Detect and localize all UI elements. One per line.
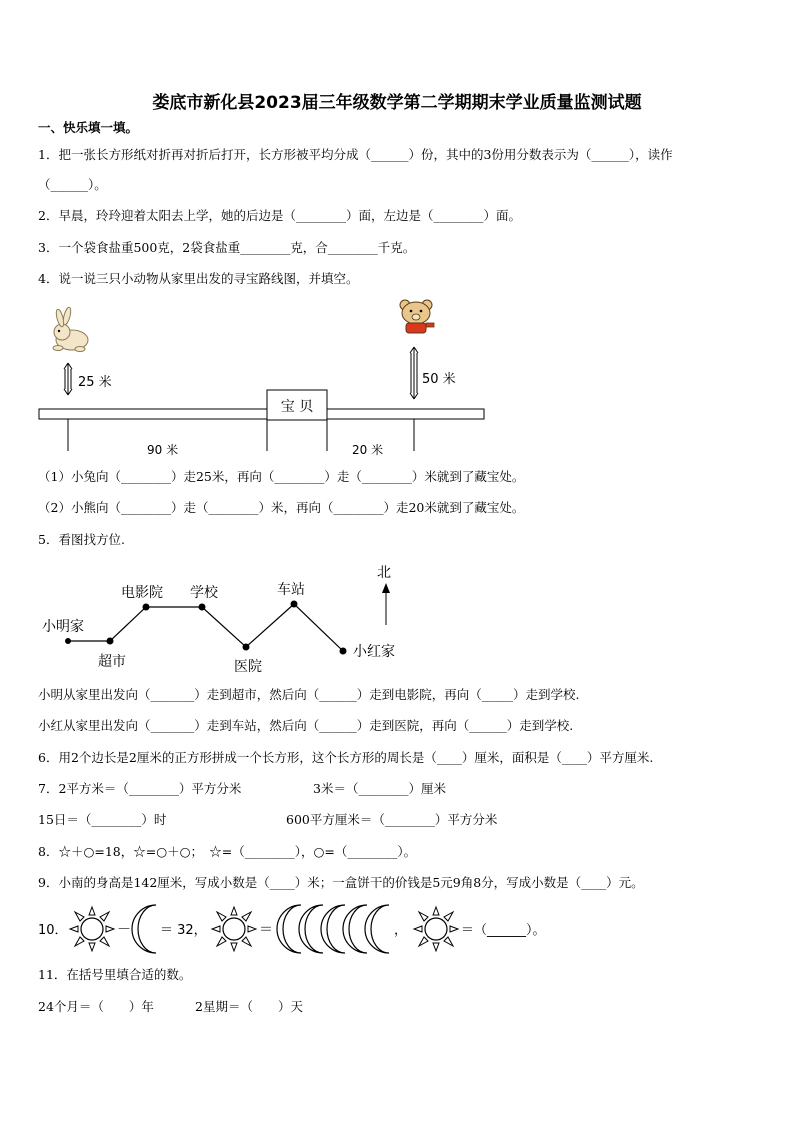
question-2: 2．早晨，玲玲迎着太阳去上学，她的后边是（________）面，左边是（________）面。 bbox=[38, 208, 521, 223]
moon-icon bbox=[299, 905, 323, 953]
equals-sign: ＝ bbox=[259, 922, 273, 938]
sun-icon bbox=[70, 907, 114, 951]
question-4-part-2: （2）小熊向（________）走（________）米，再向（________）走20米就到了藏宝处。 bbox=[38, 500, 525, 515]
label-supermarket: 超市 bbox=[98, 654, 126, 670]
page-title: 娄底市新化县2023届三年级数学第二学期期末学业质量监测试题 bbox=[152, 93, 642, 113]
question-5-line-1: 小明从家里出发向（_______）走到超市，然后向（______）走到电影院，再向（_____）走到学校. bbox=[38, 687, 580, 702]
distance-25m-label: 25 米 bbox=[78, 375, 112, 390]
moon-icon bbox=[132, 905, 156, 953]
equals-32: ＝ 32， bbox=[160, 923, 207, 938]
treasure-label: 宝 贝 bbox=[280, 399, 314, 415]
question-8: 8．☆＋○=18，☆=○＋○； ☆=（________），○=（________）。 bbox=[38, 844, 417, 859]
route-points bbox=[65, 601, 347, 655]
label-xiaoming-home: 小明家 bbox=[42, 619, 84, 635]
question-7-part-b: 3米＝（________）厘米 bbox=[313, 781, 446, 796]
question-10-equation bbox=[0, 900, 794, 960]
label-cinema: 电影院 bbox=[121, 585, 163, 601]
arrow-50m-icon bbox=[410, 347, 418, 399]
label-school: 学校 bbox=[190, 585, 218, 601]
road bbox=[39, 409, 484, 419]
label-hospital: 医院 bbox=[234, 659, 262, 675]
direction-map bbox=[0, 555, 794, 680]
distance-50m-label: 50 米 bbox=[422, 372, 456, 387]
section-heading: 一、快乐填一填。 bbox=[38, 120, 139, 135]
question-11-part-b: 2星期＝（ ）天 bbox=[195, 999, 303, 1014]
question-11: 11．在括号里填合适的数。 bbox=[38, 967, 192, 982]
sun-icon bbox=[414, 907, 458, 951]
minus-sign: － bbox=[117, 922, 131, 938]
question-11-part-a: 24个月＝（ ）年 bbox=[38, 999, 154, 1014]
treasure-route-map bbox=[0, 295, 794, 465]
moon-icon bbox=[365, 905, 389, 953]
moon-icon bbox=[321, 905, 345, 953]
question-5-line-2: 小红从家里出发向（_______）走到车站，然后向（______）走到医院，再向（______）走到学校. bbox=[38, 718, 574, 733]
question-7-part-d: 600平方厘米＝（________）平方分米 bbox=[286, 812, 498, 827]
distance-90m-label: 90 米 bbox=[147, 443, 179, 457]
question-7-part-a: 7．2平方米＝（________）平方分米 bbox=[38, 781, 242, 796]
question-3: 3．一个袋食盐重500克，2袋食盐重________克，合________千克。 bbox=[38, 240, 416, 255]
bear-icon bbox=[400, 300, 434, 333]
question-10-number: 10． bbox=[38, 923, 68, 938]
label-north: 北 bbox=[377, 565, 391, 581]
question-4-part-1: （1）小兔向（________）走25米，再向（________）走（________）米就到了藏宝处。 bbox=[38, 469, 525, 484]
question-7-part-c: 15日＝（________）时 bbox=[38, 812, 167, 827]
north-arrow-icon bbox=[382, 583, 390, 625]
question-1-line-1: 1．把一张长方形纸对折再对折后打开，长方形被平均分成（______）份，其中的3份用分数表示为（______），读作 bbox=[38, 147, 673, 162]
distance-20m-label: 20 米 bbox=[352, 443, 384, 457]
label-station: 车站 bbox=[277, 582, 305, 598]
sun-icon bbox=[212, 907, 256, 951]
moon-icon bbox=[277, 905, 301, 953]
label-xiaohong-home: 小红家 bbox=[353, 644, 395, 660]
question-4: 4．说一说三只小动物从家里出发的寻宝路线图，并填空。 bbox=[38, 271, 359, 286]
question-1-line-2: （______）。 bbox=[38, 177, 107, 192]
rabbit-icon bbox=[53, 307, 88, 352]
question-9: 9．小南的身高是142厘米，写成小数是（____）米；一盒饼干的价钱是5元9角8分，写成小数是（____）元。 bbox=[38, 875, 644, 890]
comma: ， bbox=[394, 923, 408, 938]
answer-blank: ＝（______）。 bbox=[461, 923, 546, 938]
moon-icon bbox=[343, 905, 367, 953]
question-5: 5．看图找方位. bbox=[38, 532, 125, 547]
question-6: 6．用2个边长是2厘米的正方形拼成一个长方形，这个长方形的周长是（____）厘米，面积是（____）平方厘米. bbox=[38, 750, 654, 765]
arrow-25m-icon bbox=[64, 363, 72, 395]
